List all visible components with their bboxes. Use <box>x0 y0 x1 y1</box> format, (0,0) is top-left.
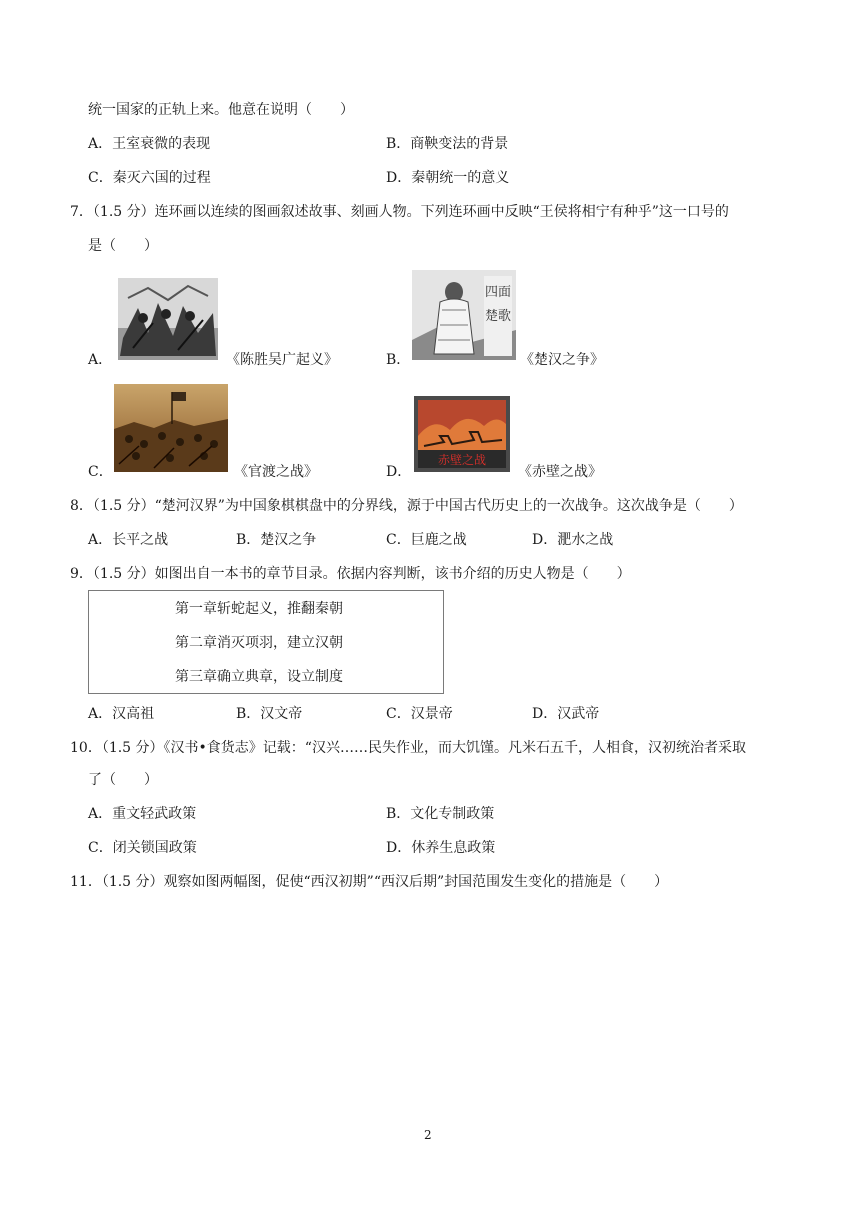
q8-option-d[interactable]: D．淝水之战 <box>532 532 614 548</box>
page-number: 2 <box>424 1128 432 1142</box>
chu-han-art-text-2: 楚歌 <box>484 309 512 324</box>
q7-option-d-letter[interactable]: D． <box>386 464 412 480</box>
q7-option-c-letter[interactable]: C． <box>88 464 113 480</box>
q7-stem-line1: 7．（1.5 分）连环画以连续的图画叙述故事、刻画人物。下列连环画中反映“王侯将相宁有种乎”这一口号的 <box>70 204 729 220</box>
toc-chapter-1: 第一章斩蛇起义，推翻秦朝 <box>175 601 343 617</box>
q6-tail: 统一国家的正轨上来。他意在说明（ ） <box>88 102 354 118</box>
q7-option-d-caption: 《赤壁之战》 <box>518 464 602 480</box>
chapter-toc-box <box>88 590 444 694</box>
q6-option-a[interactable]: A．王室衰微的表现 <box>88 136 211 152</box>
toc-chapter-3: 第三章确立典章，设立制度 <box>175 669 343 685</box>
q9-option-d[interactable]: D．汉武帝 <box>532 706 600 722</box>
q7-option-a-image[interactable] <box>118 278 218 360</box>
chu-han-art-text-1: 四面 <box>484 285 512 300</box>
q9-option-c[interactable]: C．汉景帝 <box>386 706 453 722</box>
q8-option-c[interactable]: C．巨鹿之战 <box>386 532 467 548</box>
toc-chapter-2: 第二章消灭项羽，建立汉朝 <box>175 635 343 651</box>
q8-stem: 8．（1.5 分）“楚河汉界”为中国象棋棋盘中的分界线，源于中国古代历史上的一次战争。这次战争是（ ） <box>70 498 743 514</box>
q7-option-d-image[interactable] <box>414 396 510 472</box>
q11-stem: 11．（1.5 分）观察如图两幅图，促使“西汉初期”“西汉后期”封国范围发生变化的措施是（ ） <box>70 874 669 890</box>
chu-han-portrait-image <box>412 270 516 360</box>
q7-option-a-caption: 《陈胜吴广起义》 <box>226 352 338 368</box>
q7-option-c-caption: 《官渡之战》 <box>234 464 318 480</box>
q10-option-b[interactable]: B．文化专制政策 <box>386 806 495 822</box>
q7-option-c-image[interactable] <box>114 384 228 472</box>
q10-option-c[interactable]: C．闭关锁国政策 <box>88 840 197 856</box>
q8-option-b[interactable]: B．楚汉之争 <box>236 532 317 548</box>
q6-option-b[interactable]: B．商鞅变法的背景 <box>386 136 509 152</box>
guandu-battle-image <box>114 384 228 472</box>
uprising-sketch-image <box>118 278 218 360</box>
q8-option-a[interactable]: A．长平之战 <box>88 532 169 548</box>
q9-stem: 9．（1.5 分）如图出自一本书的章节目录。依据内容判断，该书介绍的历史人物是（ ） <box>70 566 631 582</box>
q10-option-a[interactable]: A．重文轻武政策 <box>88 806 197 822</box>
q10-stem-line1: 10．（1.5 分）《汉书•食货志》记载：“汉兴……民失作业，而大饥馑。凡米石五千，人相食，汉初统治者采取 <box>70 740 746 756</box>
q10-stem-line2: 了（ ） <box>88 772 158 788</box>
q10-option-d[interactable]: D．休养生息政策 <box>386 840 496 856</box>
q9-option-b[interactable]: B．汉文帝 <box>236 706 303 722</box>
q6-option-c[interactable]: C．秦灭六国的过程 <box>88 170 211 186</box>
q7-option-b-letter[interactable]: B． <box>386 352 411 368</box>
chibi-art-text: 赤壁之战 <box>437 453 487 467</box>
q7-option-b-image[interactable] <box>412 270 516 360</box>
q6-option-d[interactable]: D．秦朝统一的意义 <box>386 170 510 186</box>
chibi-battle-image <box>414 396 510 472</box>
q7-stem-line2: 是（ ） <box>88 238 158 254</box>
q7-option-a-letter[interactable]: A． <box>88 352 113 368</box>
q7-option-b-caption: 《楚汉之争》 <box>520 352 604 368</box>
q9-option-a[interactable]: A．汉高祖 <box>88 706 155 722</box>
